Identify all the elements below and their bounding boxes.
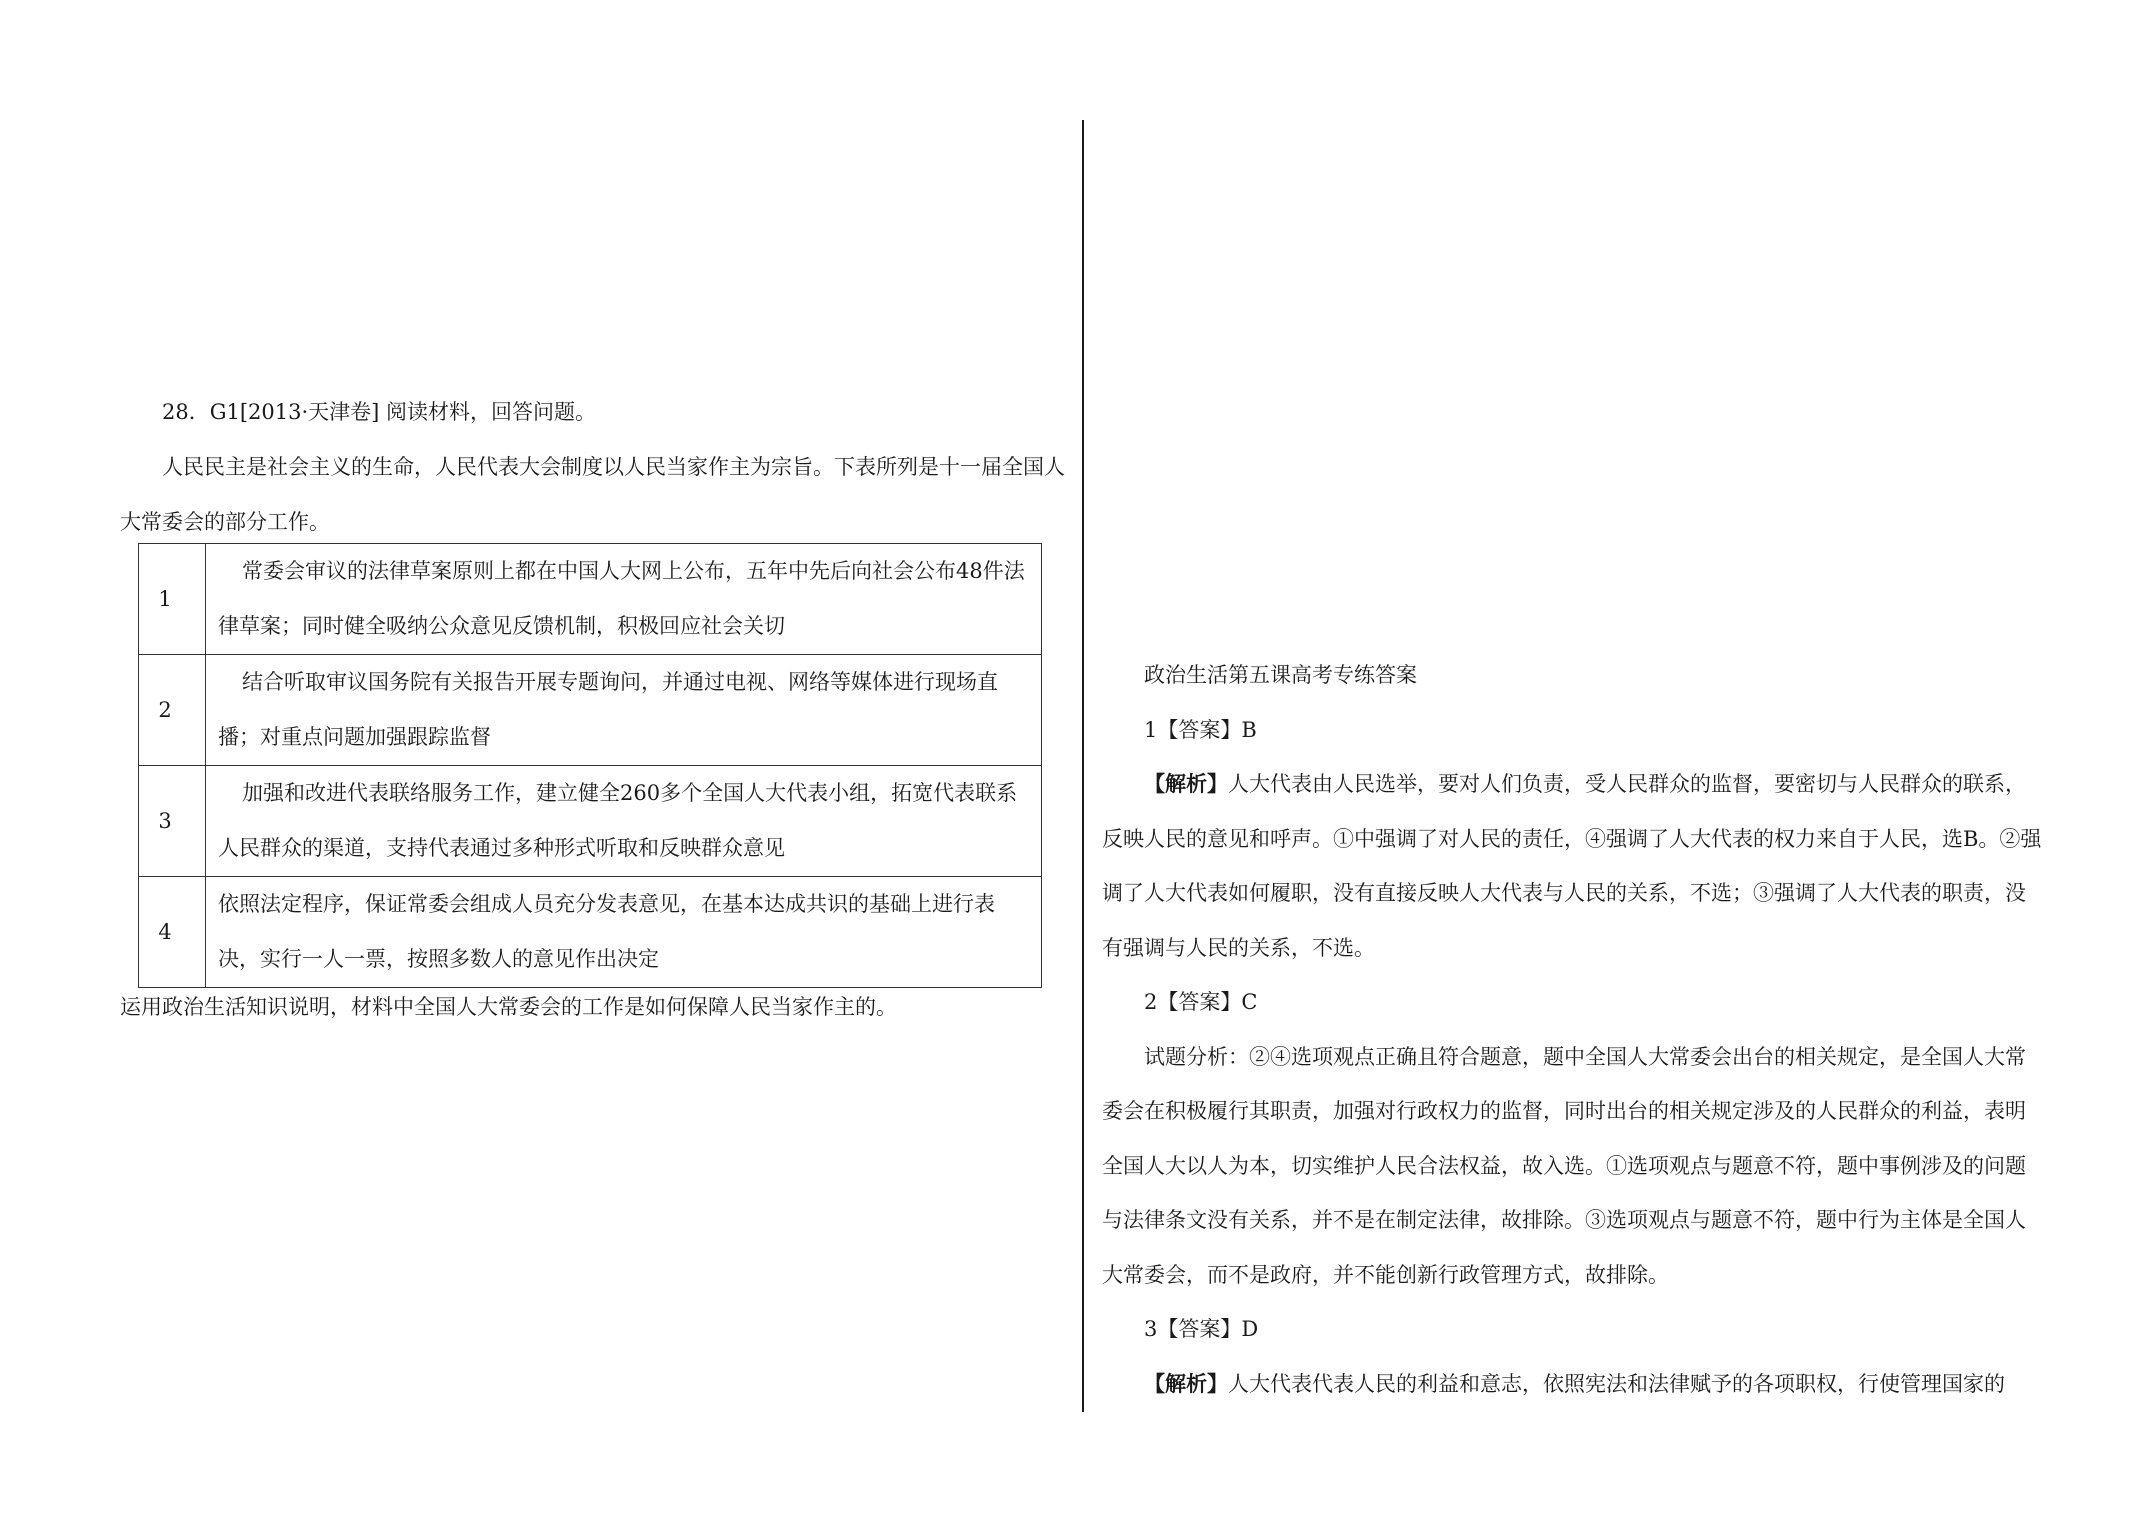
material-table [138,543,1042,988]
row-text: 结合听取审议国务院有关报告开展专题询问，并通过电视、网络等媒体进行现场直播；对重点问题加强跟踪监督 [218,670,998,749]
question-intro: 人民民主是社会主义的生命，人民代表大会制度以人民当家作主为宗旨。下表所列是十一届全国人大常委会的部分工作。 [120,455,1065,534]
analysis-text: 人大代表由人民选举，要对人们负责，受人民群众的监督，要密切与人民群众的联系，反映人民的意见和呼声。①中强调了对人民的责任，④强调了人大代表的权力来自于人民，选B。②强调了人大代表如何履职，没有直接反映人大代表与人民的关系，不选；③强调了人大代表的职责，没有强调与人民的关系，不选。 [1102,772,2042,960]
row-number: 1 [139,544,206,655]
analysis-tag: 【解析】 [1144,771,1228,796]
row-text: 加强和改进代表联络服务工作，建立健全260多个全国人大代表小组，拓宽代表联系人民群众的渠道，支持代表通过多种形式听取和反映群众意见 [218,781,1018,860]
table-row [139,766,1042,877]
question-header: 28．G1[2013·天津卷] 阅读材料，回答问题。 [162,400,597,424]
left-column [120,385,1070,550]
table-row [139,655,1042,766]
answer-2-label: 2【答案】C [1144,990,1258,1014]
table-row [139,544,1042,655]
answer-title: 政治生活第五课高考专练答案 [1144,663,1417,687]
right-column [1102,648,2042,1411]
answer-1-label: 1【答案】B [1144,717,1257,742]
analysis-text: 人大代表代表人民的利益和意志，依照宪法和法律赋予的各项职权，行使管理国家的 [1228,1371,2005,1396]
answer-3-label: 3【答案】D [1144,1317,1259,1341]
question-prompt: 运用政治生活知识说明，材料中全国人大常委会的工作是如何保障人民当家作主的。 [120,995,897,1019]
answer-2-analysis: 试题分析：②④选项观点正确且符合题意，题中全国人大常委会出台的相关规定，是全国人大常委会在积极履行其职责，加强对行政权力的监督，同时出台的相关规定涉及的人民群众的利益，表明全国人大以人为本，切实维护人民合法权益，故入选。①选项观点与题意不符，题中事例涉及的问题与法律条文没有关系，并不是在制定法律，故排除。③选项观点与题意不符，题中行为主体是全国人大常委会，而不是政府，并不能创新行政管理方式，故排除。 [1102,1044,2026,1287]
row-text: 常委会审议的法律草案原则上都在中国人大网上公布，五年中先后向社会公布48件法律草案；同时健全吸纳公众意见反馈机制，积极回应社会关切 [218,559,1025,638]
table-row [139,877,1042,988]
answer-3-analysis [1102,1357,2042,1412]
column-divider [1082,120,1084,1412]
row-number: 4 [139,877,206,988]
row-number: 2 [139,655,206,766]
row-number: 3 [139,766,206,877]
row-text: 依照法定程序，保证常委会组成人员充分发表意见，在基本达成共识的基础上进行表决，实行一人一票，按照多数人的意见作出决定 [218,892,995,971]
answer-1-analysis [1102,757,2042,975]
analysis-tag: 【解析】 [1144,1370,1228,1396]
